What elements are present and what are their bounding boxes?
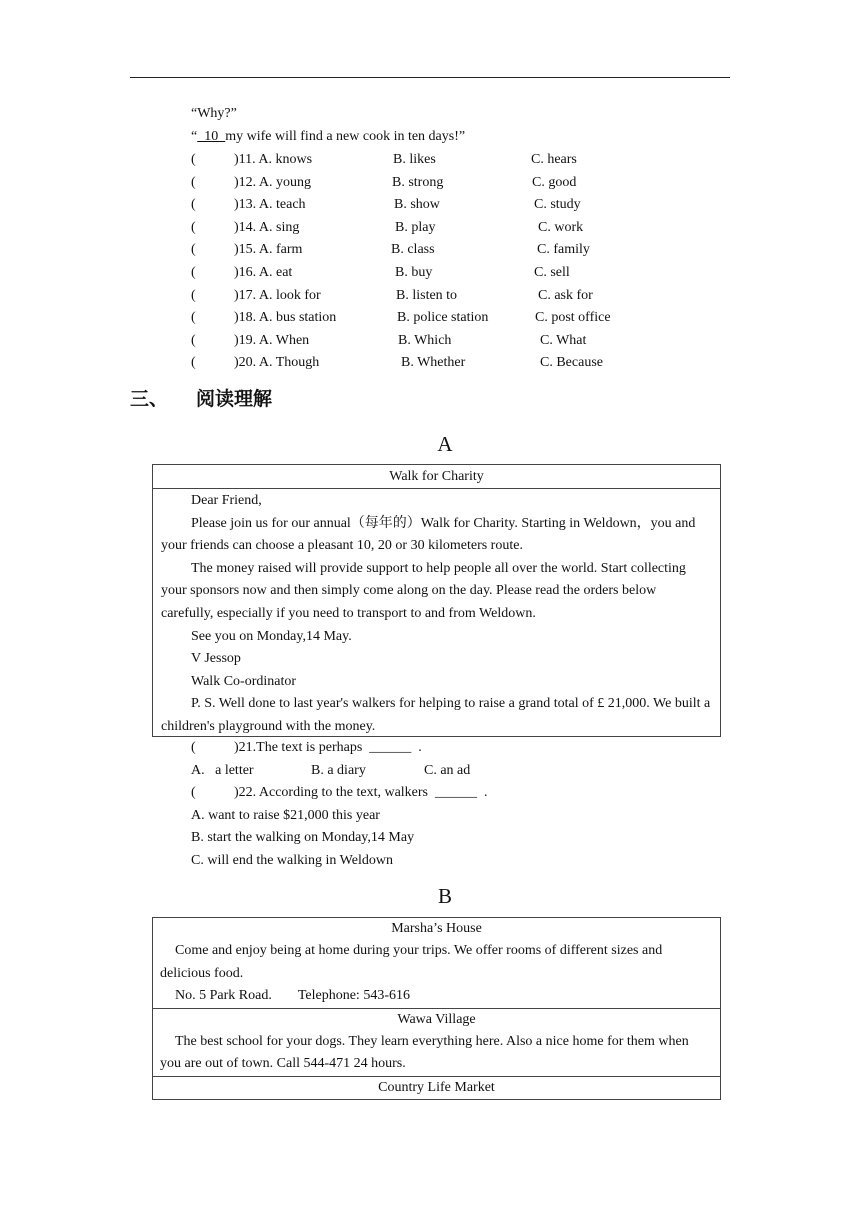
question-option-b: B. strong xyxy=(392,174,444,190)
question-option-c: C. post office xyxy=(535,310,611,326)
answer-paren: ( xyxy=(191,152,196,167)
answer-paren: ( xyxy=(191,242,196,258)
question-21: ( )21.The text is perhaps ______ . xyxy=(191,740,422,755)
question-option-b: B. likes xyxy=(393,152,436,167)
q21-option-b: B. a diary xyxy=(311,763,366,778)
notice-signature-name: V Jessop xyxy=(191,651,241,667)
question-option-a: )11. A. knows xyxy=(234,152,313,167)
notice-paragraph-1: Please join us for our annual（每年的）Walk for Charity. Starting in Weldown，you and your friends can choose a pleasant 10, 20 or 30 kilometers route. xyxy=(161,515,696,554)
question-option-c: C. work xyxy=(538,219,584,235)
question-option-a: )17. A. look for xyxy=(234,287,321,303)
q22-option-b: B. start the walking on Monday,14 May xyxy=(191,830,415,845)
header-rule xyxy=(130,77,730,78)
question-option-b: B. buy xyxy=(395,265,433,280)
ad-body: The best school for your dogs. They learn everything here. Also a nice home for them when you are out of town. Call 544-471 24 hours. xyxy=(160,1033,689,1072)
blank-10: 10 xyxy=(197,129,226,144)
ad-telephone: Telephone: 543-616 xyxy=(297,988,410,1004)
question-option-c: C. What xyxy=(540,332,587,348)
q22-option-c: C. will end the walking in Weldown xyxy=(191,853,393,868)
ad-title: Country Life Market xyxy=(378,1079,495,1095)
question-option-b: B. show xyxy=(394,197,440,213)
notice-paragraph-2: The money raised will provide support to help people all over the world. Start collecting your sponsors now and then simply come along on the day. Please read the orders below carefully, especially if you need to transport to and from Weldown. xyxy=(161,560,686,621)
answer-paren: ( xyxy=(191,219,196,235)
section-number: 三、 xyxy=(130,388,169,410)
notice-signature-role: Walk Co-ordinator xyxy=(191,673,297,689)
ad-wawa-village xyxy=(153,1009,720,1077)
ad-body: Come and enjoy being at home during your trips. We offer rooms of different sizes and delicious food. xyxy=(160,943,663,981)
question-option-b: B. Which xyxy=(398,332,452,348)
answer-paren: ( xyxy=(191,355,196,371)
question-option-b: B. police station xyxy=(397,310,489,326)
question-option-b: B. Whether xyxy=(401,355,466,371)
question-option-a: )19. A. When xyxy=(234,332,310,348)
ad-address: No. 5 Park Road. xyxy=(175,988,272,1004)
answer-paren: ( xyxy=(191,197,196,213)
answer-paren: ( xyxy=(191,332,196,348)
section-title: 阅读理解 xyxy=(196,388,273,410)
question-option-c: C. hears xyxy=(531,152,577,167)
ad-country-life-market xyxy=(153,1077,720,1099)
question-option-a: )16. A. eat xyxy=(234,265,293,280)
question-option-b: B. play xyxy=(395,219,436,235)
question-option-c: C. sell xyxy=(534,265,570,280)
q21-option-c: C. an ad xyxy=(424,763,471,778)
answer-paren: ( xyxy=(191,174,196,190)
part-a-letter: A xyxy=(437,432,453,456)
notice-paragraph-3: See you on Monday,14 May. xyxy=(191,628,352,644)
ad-contact xyxy=(153,985,720,1008)
question-option-c: C. Because xyxy=(540,355,603,371)
question-option-a: )20. A. Though xyxy=(234,355,320,371)
question-option-a: )13. A. teach xyxy=(234,197,306,213)
q22-option-a: A. want to raise $21,000 this year xyxy=(191,808,380,823)
notice-title: Walk for Charity xyxy=(153,465,720,489)
question-option-a: )12. A. young xyxy=(234,174,311,190)
ads-box xyxy=(152,917,721,1100)
ad-marshas-house xyxy=(153,918,720,1009)
notice-postscript: P. S. Well done to last year's walkers for helping to raise a grand total of £ 21,000. We built a children's playground with the money. xyxy=(161,696,711,734)
answer-paren: ( xyxy=(191,287,196,303)
question-option-c: C. good xyxy=(532,174,577,190)
dialogue-line-blank-10: “ 10 my wife will find a new cook in ten days!” xyxy=(191,129,466,144)
question-option-b: B. class xyxy=(391,242,435,258)
answer-paren: ( xyxy=(191,310,196,326)
section-heading xyxy=(130,384,272,411)
q21-option-a: A. a letter xyxy=(191,763,254,778)
charity-notice-box xyxy=(152,464,721,737)
question-option-a: )18. A. bus station xyxy=(234,310,337,326)
question-option-a: )15. A. farm xyxy=(234,242,303,258)
dialogue-line-why: “Why?” xyxy=(191,106,237,121)
notice-greeting: Dear Friend, xyxy=(191,493,262,508)
answer-paren: ( xyxy=(191,265,196,280)
part-b-letter: B xyxy=(437,884,452,908)
ad-title: Wawa Village xyxy=(397,1011,476,1027)
question-option-c: C. ask for xyxy=(538,287,593,303)
question-option-b: B. listen to xyxy=(396,287,458,303)
question-option-c: C. family xyxy=(537,242,590,258)
ad-title: Marsha’s House xyxy=(391,921,482,936)
question-option-c: C. study xyxy=(534,197,581,213)
question-option-a: )14. A. sing xyxy=(234,219,300,235)
question-22: ( )22. According to the text, walkers ______ . xyxy=(191,785,488,800)
